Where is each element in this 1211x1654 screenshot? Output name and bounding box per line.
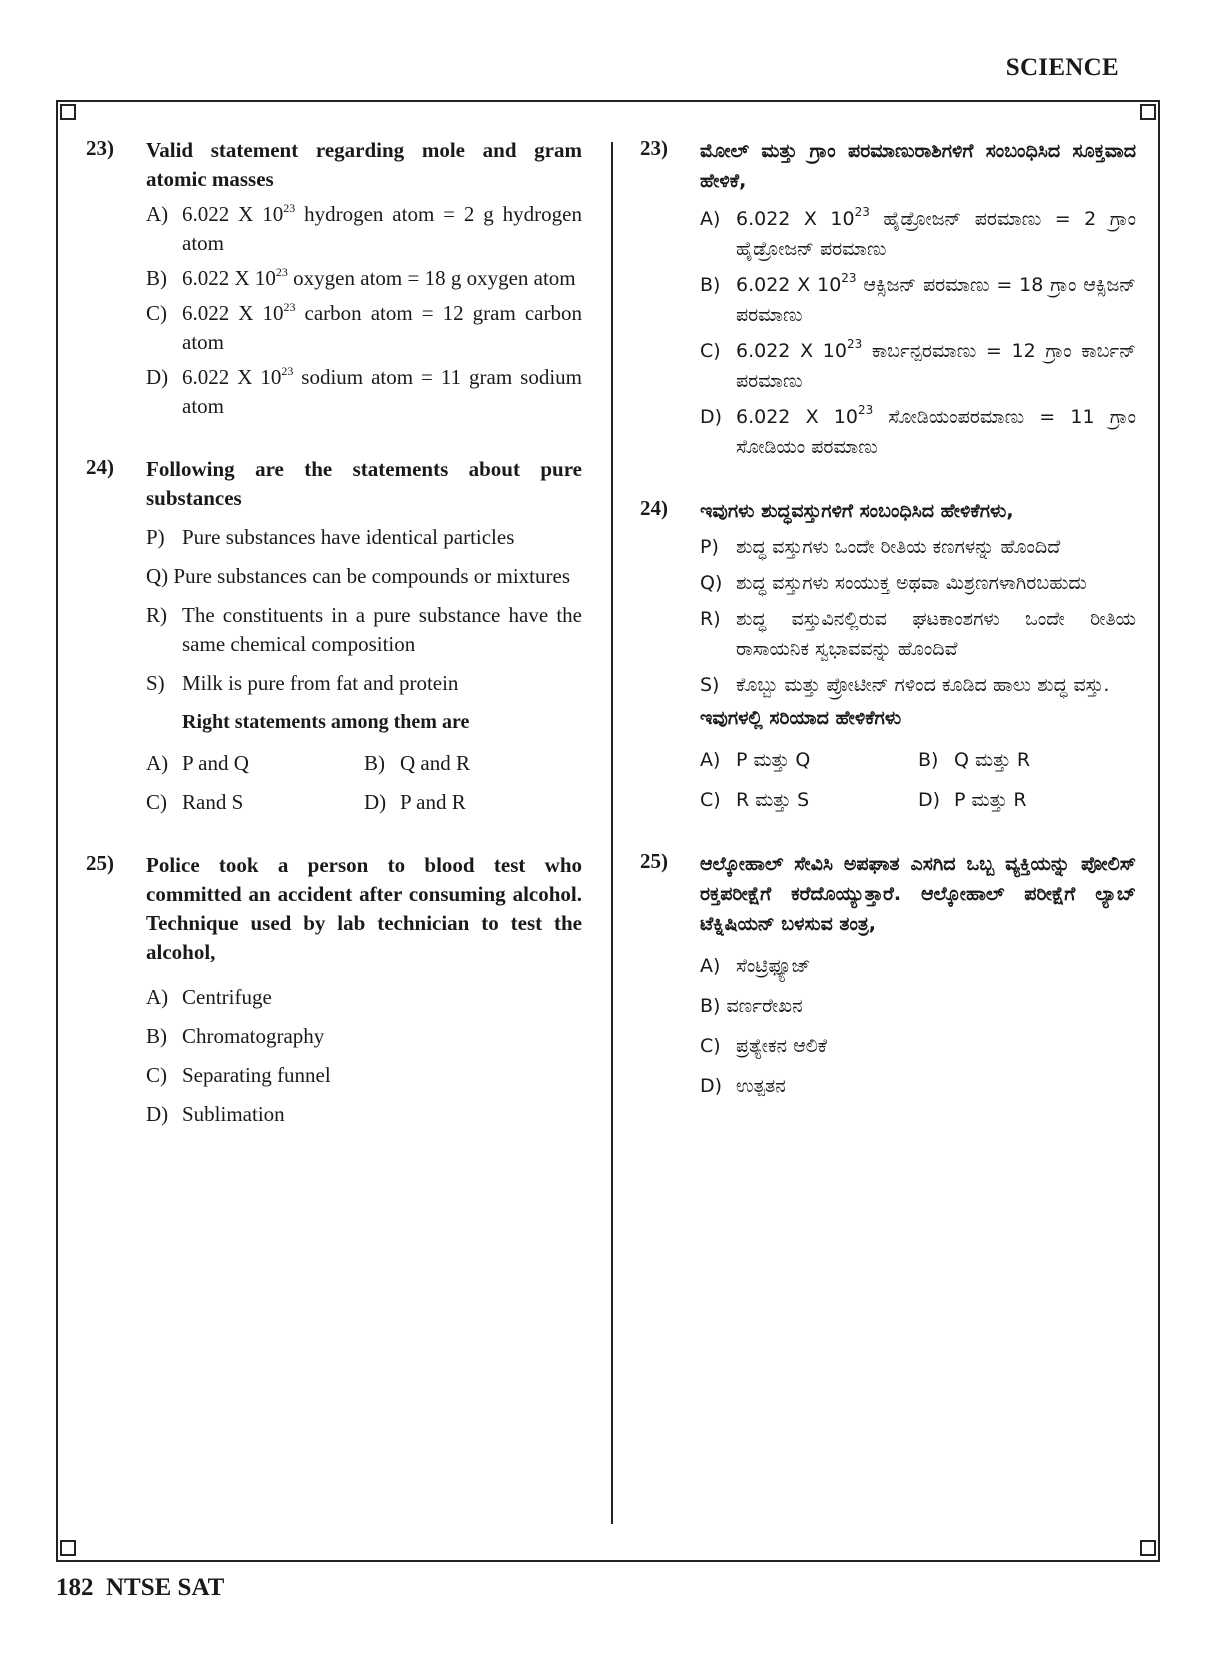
question-stem: Valid statement regarding mole and gram atomic masses bbox=[146, 138, 582, 191]
question-25-kn bbox=[640, 849, 1136, 1101]
option-d: D) P ಮತ್ತು R bbox=[918, 789, 1027, 811]
question-25-en bbox=[86, 851, 582, 1129]
option-a: A) P ಮತ್ತು Q bbox=[700, 749, 811, 771]
statement-q: Q) ಶುದ್ಧ ವಸ್ತುಗಳು ಸಂಯುಕ್ತ ಅಥವಾ ಮಿಶ್ರಣಗಳಾಗಿರಬಹುದು bbox=[700, 572, 1087, 594]
question-number: 25) bbox=[86, 851, 114, 875]
question-stem: ಮೋಲ್ ಮತ್ತು ಗ್ರಾಂ ಪರಮಾಣುರಾಶಿಗಳಿಗೆ ಸಂಬಂಧಿಸಿದ ಸೂಕ್ತವಾದ ಹೇಳಿಕೆ, bbox=[700, 140, 1136, 192]
question-number: 24) bbox=[640, 496, 668, 520]
question-stem: ಇವುಗಳು ಶುದ್ಧವಸ್ತುಗಳಿಗೆ ಸಂಬಂಧಿಸಿದ ಹೇಳಿಕೆಗಳು, bbox=[700, 500, 1014, 522]
column-divider bbox=[611, 142, 613, 1524]
question-stem: Following are the statements about pure substances bbox=[146, 457, 582, 510]
option-c: C) 6.022 X $10^{23}$ ಕಾರ್ಬನ್ಪರಮಾಣು = 12 ಗ್ರಾಂ ಕಾರ್ಬನ್ ಪರಮಾಣು bbox=[700, 337, 1136, 392]
option-c: C) Separating funnel bbox=[146, 1063, 331, 1087]
question-number: 23) bbox=[640, 136, 668, 160]
statement-r: R) The constituents in a pure substance have the same chemical composition bbox=[146, 603, 582, 656]
question-number: 23) bbox=[86, 136, 114, 160]
option-b: B) 6.022 X $10^{23}$ oxygen atom = 18 g oxygen atom bbox=[146, 264, 582, 293]
statement-s: S) ಕೊಬ್ಬು ಮತ್ತು ಪ್ರೋಟೀನ್ ಗಳಿಂದ ಕೂಡಿದ ಹಾಲು ಶುದ್ಧ ವಸ್ತು. bbox=[700, 674, 1110, 696]
option-label: A) bbox=[146, 202, 169, 226]
option-d: D) P and R bbox=[364, 790, 466, 814]
question-number: 25) bbox=[640, 849, 668, 873]
option-a: A) P and Q bbox=[146, 751, 249, 775]
section-header: SCIENCE bbox=[1005, 54, 1119, 81]
option-label: C) bbox=[146, 301, 167, 325]
option-c: C) 6.022 X $10^{23}$ carbon atom = 12 gram carbon atom bbox=[146, 300, 582, 354]
question-24-en bbox=[86, 455, 582, 817]
option-b: B) Chromatography bbox=[146, 1024, 325, 1048]
statement-q: Q) Pure substances can be compounds or mixtures bbox=[146, 564, 570, 588]
border-corner-ornament bbox=[1140, 1540, 1156, 1556]
option-d: D) Sublimation bbox=[146, 1102, 285, 1126]
option-c: C) Rand S bbox=[146, 790, 244, 814]
option-label: D) bbox=[146, 365, 169, 389]
border-corner-ornament bbox=[1140, 104, 1156, 120]
option-d: D) ಉತ್ಪತನ bbox=[700, 1075, 786, 1097]
kannada-column bbox=[640, 136, 1136, 1101]
option-b: B) 6.022 X $10^{23}$ ಆಕ್ಸಿಜನ್ ಪರಮಾಣು = 18 ಗ್ರಾಂ ಆಕ್ಸಿಜನ್ ಪರಮಾಣು bbox=[700, 271, 1136, 326]
statement-r: R) ಶುದ್ಧ ವಸ್ತುವಿನಲ್ಲಿರುವ ಘಟಕಾಂಶಗಳು ಒಂದೇ ರೀತಿಯ ರಾಸಾಯನಿಕ ಸ್ವಭಾವವನ್ನು ಹೊಂದಿವೆ bbox=[700, 608, 1136, 660]
page-number: 182 bbox=[56, 1574, 94, 1601]
option-a: A) 6.022 X $10^{23}$ hydrogen atom = 2 g hydrogen atom bbox=[146, 201, 582, 255]
question-24-kn bbox=[640, 496, 1136, 815]
question-number: 24) bbox=[86, 455, 114, 479]
option-a: A) Centrifuge bbox=[146, 985, 272, 1009]
footer-title: NTSE SAT bbox=[106, 1574, 225, 1601]
sub-question: Right statements among them are bbox=[182, 711, 470, 733]
border-corner-ornament bbox=[60, 1540, 76, 1556]
statement-p: P) Pure substances have identical particles bbox=[146, 525, 515, 549]
option-b: B) Q and R bbox=[364, 751, 470, 775]
option-c: C) R ಮತ್ತು S bbox=[700, 789, 810, 811]
question-stem: ಆಲ್ಕೋಹಾಲ್ ಸೇವಿಸಿ ಅಪಘಾತ ಎಸಗಿದ ಒಬ್ಬ ವ್ಯಕ್ತಿಯನ್ನು ಪೋಲಿಸ್ ರಕ್ತಪರೀಕ್ಷೆಗೆ ಕರೆದೊಯ್ಯುತ್ತಾರೆ. ಆಲ್ಕೋಹಾಲ್ ಪರೀಕ್ಷೆಗೆ ಲ್ಯಾಬ್ ಟೆಕ್ನಿಷಿಯನ್ ಬಳಸುವ ತಂತ್ರ, bbox=[700, 853, 1136, 935]
option-a: A) 6.022 X $10^{23}$ ಹೈಡ್ರೋಜನ್ ಪರಮಾಣು = 2 ಗ್ರಾಂ ಹೈಡ್ರೋಜನ್ ಪರಮಾಣು bbox=[700, 205, 1136, 260]
sub-question: ಇವುಗಳಲ್ಲಿ ಸರಿಯಾದ ಹೇಳಿಕೆಗಳು bbox=[700, 707, 902, 729]
question-23-en bbox=[86, 136, 582, 421]
option-c: C) ಪ್ರತ್ಯೇಕನ ಆಲಿಕೆ bbox=[700, 1035, 828, 1057]
option-d: D) 6.022 X $10^{23}$ ಸೋಡಿಯಂಪರಮಾಣು = 11 ಗ್ರಾಂ ಸೋಡಿಯಂ ಪರಮಾಣು bbox=[700, 403, 1136, 458]
english-column bbox=[86, 136, 582, 1129]
option-b: B) ವರ್ಣರೇಖನ bbox=[700, 995, 803, 1017]
border-corner-ornament bbox=[60, 104, 76, 120]
page-footer bbox=[56, 1574, 224, 1602]
option-b: B) Q ಮತ್ತು R bbox=[918, 749, 1031, 771]
option-label: B) bbox=[146, 266, 167, 290]
question-stem: Police took a person to blood test who committed an accident after consuming alcohol. Technique used by lab technician to test the alcohol, bbox=[146, 853, 582, 964]
question-23-kn bbox=[640, 136, 1136, 462]
option-d: D) 6.022 X $10^{23}$ sodium atom = 11 gram sodium atom bbox=[146, 364, 582, 418]
statement-p: P) ಶುದ್ಧ ವಸ್ತುಗಳು ಒಂದೇ ರೀತಿಯ ಕಣಗಳನ್ನು ಹೊಂದಿದೆ bbox=[700, 536, 1061, 558]
option-a: A) ಸೆಂಟ್ರಿಫ್ಯೂಜ್ bbox=[700, 955, 811, 977]
statement-s: S) Milk is pure from fat and protein bbox=[146, 671, 459, 695]
